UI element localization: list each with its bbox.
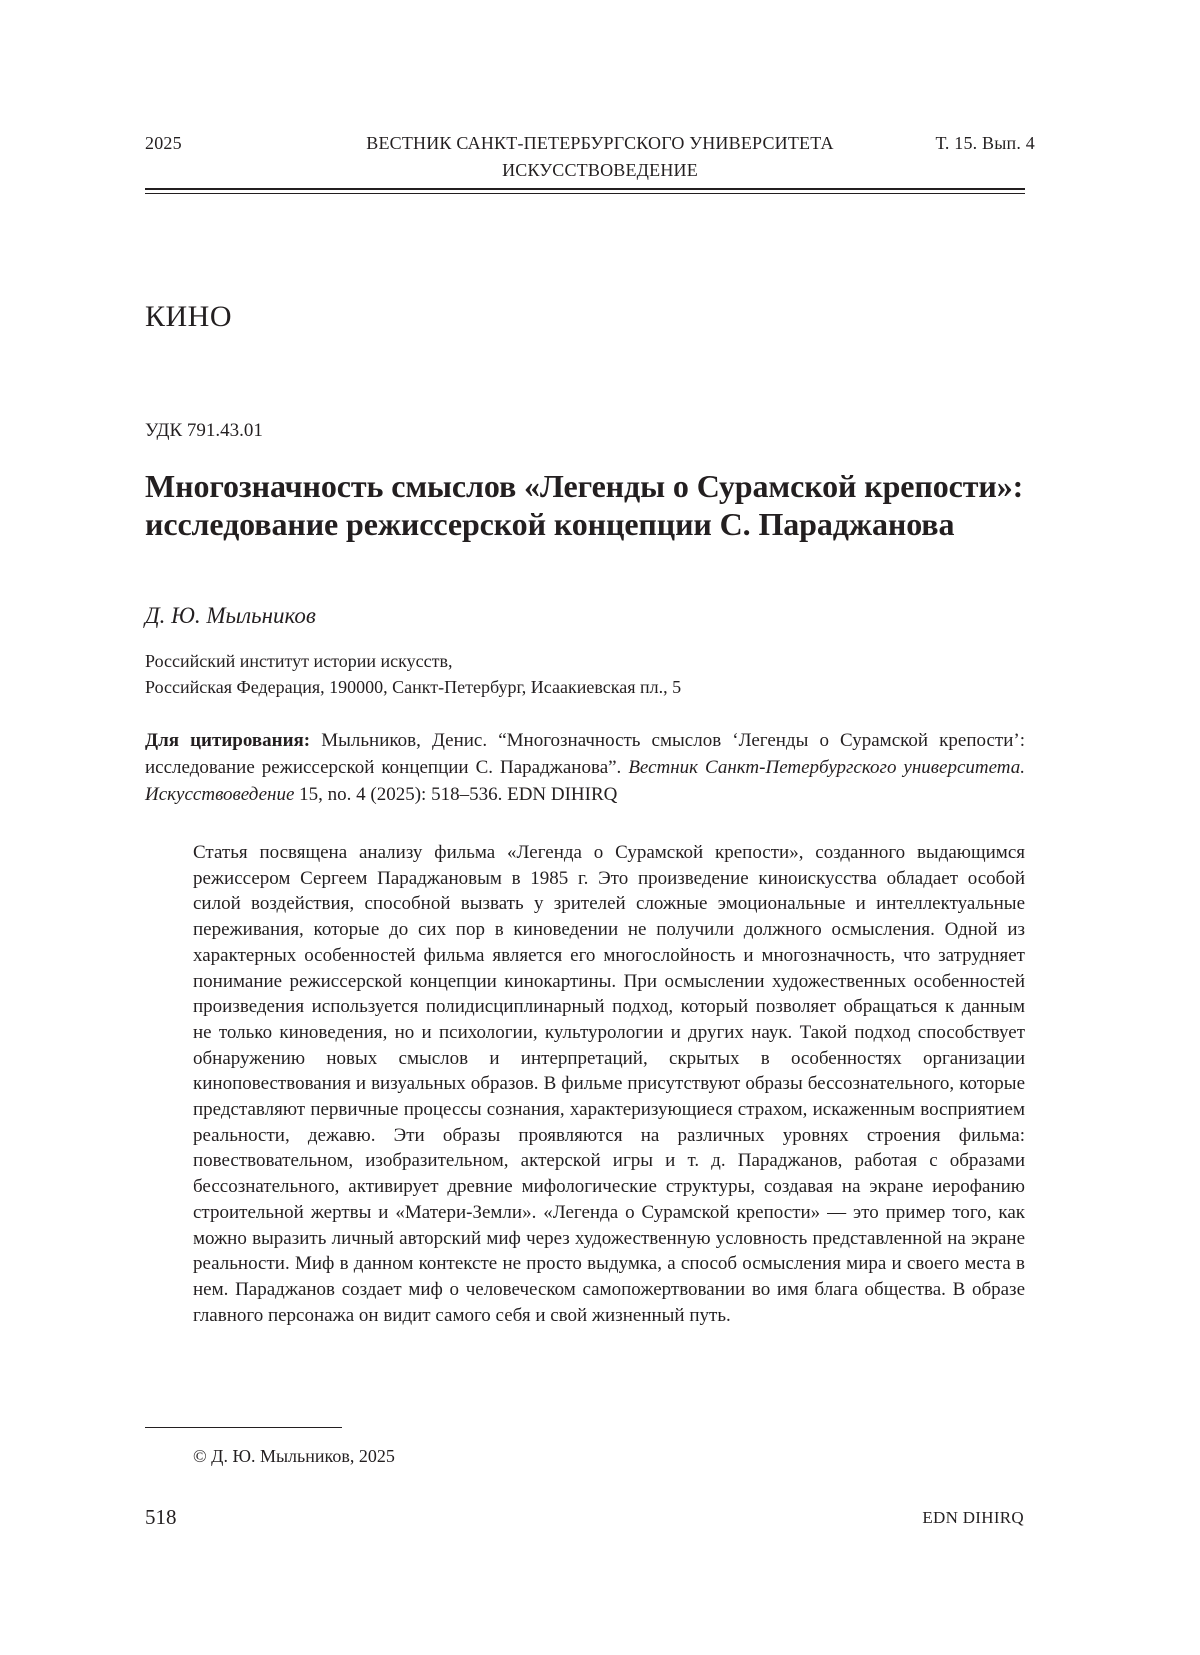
header-journal-line-1: ВЕСТНИК САНКТ-ПЕТЕРБУРГСКОГО УНИВЕРСИТЕТА — [366, 133, 834, 153]
footnote-rule — [145, 1427, 342, 1428]
header-journal-title — [250, 130, 950, 184]
copyright-note: © Д. Ю. Мыльников, 2025 — [193, 1446, 395, 1466]
article-title: Многозначность смыслов «Легенды о Сурамской крепости»: исследование режиссерской концепции С. Параджанова — [145, 468, 1024, 542]
affiliation-line-2: Российская Федерация, 190000, Санкт-Петербург, Исаакиевская пл., 5 — [145, 677, 682, 697]
citation-journal: Вестник Санкт-Петербургского университета. Искусствоведение — [145, 757, 1026, 805]
citation-lead: Для цитирования: — [145, 730, 311, 751]
section-heading: КИНО — [145, 300, 233, 333]
header-journal-line-2: ИСКУССТВОВЕДЕНИЕ — [502, 160, 698, 180]
header-year: 2025 — [145, 133, 182, 153]
citation-text-after: 15, no. 4 (2025): 518–536. EDN DIHIRQ — [294, 784, 618, 805]
page-number: 518 — [145, 1505, 177, 1529]
header-rule-thick — [145, 188, 1025, 190]
header-rule-thin — [145, 193, 1025, 194]
citation-text-before: Мыльников, Денис. “Многозначность смыслов ‘Легенды о Сурамской крепости’: исследование режиссерской концепции С. Параджанова”. — [145, 730, 1025, 778]
udk-code: УДК 791.43.01 — [145, 420, 263, 441]
citation-block — [145, 727, 1025, 808]
author-name: Д. Ю. Мыльников — [145, 603, 316, 628]
abstract: Статья посвящена анализу фильма «Легенда о Сурамской крепости», созданного выдающимся режиссером Сергеем Параджановым в 1985 г. Это произведение киноискусства обладает особой силой воздействия, способной вызвать у зрителей сложные эмоциональные и интеллектуальные переживания, которые до сих пор в киноведении не получили должного осмысления. Одной из характерных особенностей фильма является его многослойность и многозначность, что затрудняет понимание режиссерской концепции кинокартины. При осмыслении художественных особенностей произведения используется полидисциплинарный подход, который позволяет обращаться к данным не только киноведения, но и психологии, культурологии и других наук. Такой подход способствует обнаружению новых смыслов и интерпретаций, скрытых в особенностях организации киноповествования и визуальных образов. В фильме присутствуют образы бессознательного, которые представляют первичные процессы сознания, характеризующиеся страхом, искаженным восприятием реальности, дежавю. Эти образы проявляются на различных уровнях строения фильма: повествовательном, изобразительном, актерской игры и т. д. Параджанов, работая с образами бессознательного, активирует древние мифологические структуры, создавая на экране иерофанию строительной жертвы и «Матери-Земли». «Легенда о Сурамской крепости» — это пример того, как можно выразить личный авторский миф через художественную условность представленной на экране реальности. Миф в данном контексте не просто выдумка, а способ осмысления мира и своего места в нем. Параджанов создает миф о человеческом самопожертвовании во имя блага общества. В образе главного персонажа он видит самого себя и свой жизненный путь. — [193, 842, 1025, 1326]
header-volume: Т. 15. Вып. 4 — [935, 133, 1035, 153]
edn-code: EDN DIHIRQ — [922, 1508, 1024, 1527]
affiliation-line-1: Российский институт истории искусств, — [145, 651, 453, 671]
